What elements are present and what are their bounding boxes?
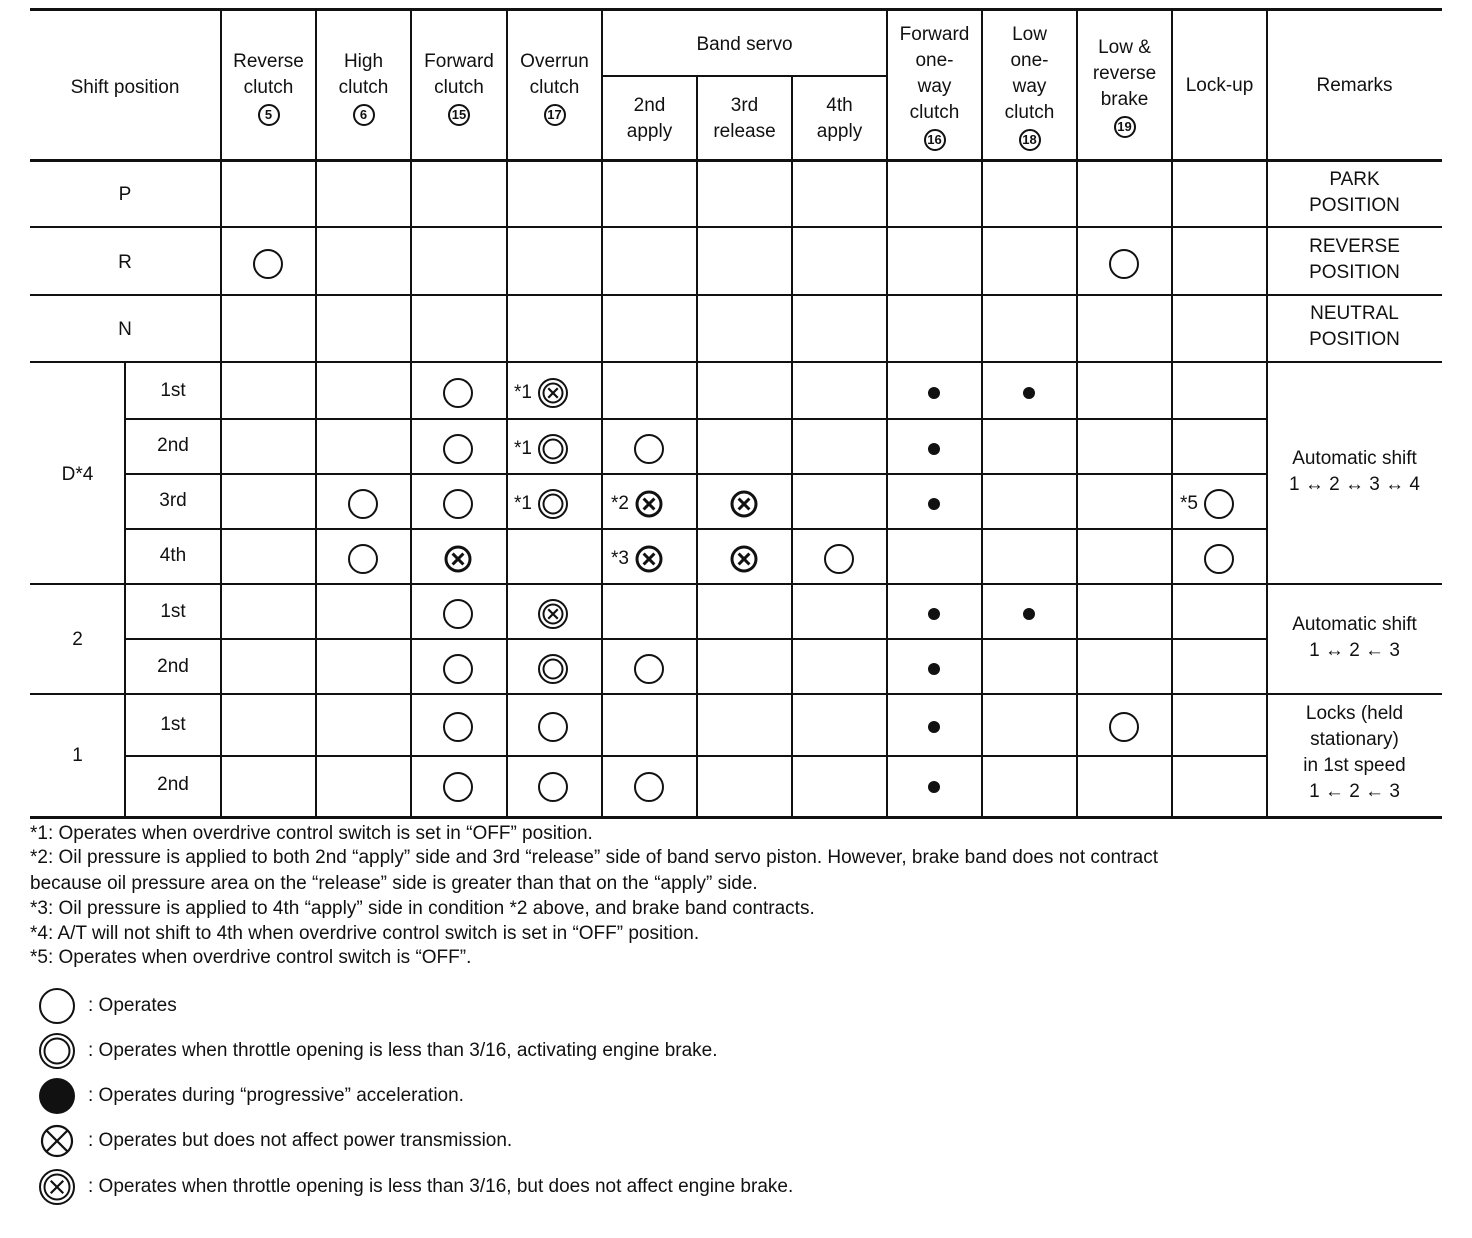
double-crossed-circle-icon — [38, 1168, 76, 1206]
remark-park-line2: POSITION — [1309, 195, 1400, 216]
component-number-badge: 6 — [353, 104, 375, 126]
filled-circle-icon — [1022, 386, 1036, 400]
header-bottom-border — [30, 159, 1442, 162]
open-circle-icon — [1108, 248, 1140, 280]
open-circle-icon — [537, 711, 569, 743]
open-circle-icon — [442, 711, 474, 743]
remark-neutral-line1: NEUTRAL — [1310, 303, 1399, 324]
header-shift-position: Shift position — [70, 77, 180, 98]
band-servo-divider — [603, 75, 887, 77]
position-d: D*4 — [61, 464, 94, 485]
footnote-marker: *1 — [514, 382, 532, 403]
filled-circle-icon — [927, 497, 941, 511]
gear-2-1st: 1st — [160, 601, 186, 622]
component-number-badge: 15 — [448, 104, 470, 126]
remark-drive-line2: 1 ↔ 2 ↔ 3 ↔ 4 — [1289, 474, 1420, 495]
position-n: N — [118, 319, 132, 340]
open-circle-icon — [442, 488, 474, 520]
operation-mark — [347, 543, 379, 575]
double-crossed-circle-icon — [537, 377, 569, 409]
header-band-servo: Band servo — [696, 34, 793, 55]
remark-low-line4: 1 ← 2 ← 3 — [1309, 781, 1400, 802]
filled-circle-icon — [927, 442, 941, 456]
position-p: P — [118, 184, 132, 205]
gear-d-2nd: 2nd — [157, 435, 189, 456]
header-overrun-line2: clutch — [529, 77, 580, 98]
operation-mark — [443, 544, 473, 574]
header-fwd-oneway-line4: clutch — [909, 102, 960, 123]
row-line-d — [30, 583, 1442, 585]
legend-throttle-no-brake — [38, 1167, 793, 1207]
header-high-line1: High — [343, 51, 384, 72]
open-circle-icon — [1108, 711, 1140, 743]
legend-no-power — [38, 1121, 512, 1161]
header-band-4th-line2: apply — [816, 121, 863, 142]
header-forward-line2: clutch — [434, 77, 484, 98]
row-line-n — [30, 361, 1442, 363]
header-reverse-line1: Reverse — [233, 51, 304, 72]
table-bottom-border — [30, 816, 1442, 819]
operation-mark — [537, 598, 569, 630]
operation-mark — [634, 489, 664, 519]
row-line-p — [30, 226, 1442, 228]
header-band-3rd-line2: release — [713, 121, 776, 142]
footnote-marker: *5 — [1180, 493, 1198, 514]
remark-reverse-line2: POSITION — [1309, 262, 1400, 283]
header-low-oneway-line3: way — [1012, 76, 1047, 97]
filled-circle-icon — [927, 720, 941, 734]
open-circle-icon — [537, 771, 569, 803]
crossed-circle-icon — [443, 544, 473, 574]
operation-mark — [1108, 711, 1140, 743]
operation-mark — [442, 771, 474, 803]
operation-mark — [1203, 488, 1235, 520]
gear-d-4th: 4th — [159, 545, 187, 566]
legend-operates-text: : Operates — [88, 995, 177, 1016]
legend-progressive-text: : Operates during “progressive” acceleration. — [88, 1085, 464, 1106]
operation-mark — [634, 544, 664, 574]
header-low-reverse-line2: reverse — [1092, 63, 1157, 84]
operation-mark — [442, 377, 474, 409]
operation-mark — [927, 720, 941, 734]
header-band-2nd-line1: 2nd — [633, 95, 666, 116]
header-low-oneway-num-wrap — [982, 128, 1077, 151]
remark-neutral-line2: POSITION — [1309, 329, 1400, 350]
legend-throttle-no-brake-text: : Operates when throttle opening is less than 3/16, but does not affect engine brake. — [88, 1176, 794, 1197]
component-number-badge: 17 — [544, 104, 566, 126]
header-fwd-oneway-line2: one- — [915, 50, 954, 71]
open-circle-icon — [633, 653, 665, 685]
footnote-marker: *2 — [611, 493, 629, 514]
operation-mark — [927, 607, 941, 621]
operation-mark — [1203, 543, 1235, 575]
footnote-marker: *1 — [514, 438, 532, 459]
filled-circle-icon — [927, 386, 941, 400]
operation-mark — [537, 377, 569, 409]
col-line-6 — [696, 76, 698, 818]
footnote-marker: *1 — [514, 493, 532, 514]
remark-park-line1: PARK — [1329, 169, 1380, 190]
open-circle-icon — [347, 543, 379, 575]
filled-circle-icon — [927, 780, 941, 794]
row-line-r — [30, 294, 1442, 296]
header-band-3rd-line1: 3rd — [730, 95, 759, 116]
open-circle-icon — [442, 433, 474, 465]
header-high-num-wrap — [316, 103, 411, 126]
remark-low-line3: in 1st speed — [1303, 755, 1406, 776]
component-number-badge: 16 — [924, 129, 946, 151]
operation-mark — [537, 433, 569, 465]
filled-circle-icon — [927, 662, 941, 676]
legend-engine-brake — [38, 1031, 718, 1071]
component-number-badge: 18 — [1019, 129, 1041, 151]
remark-low-line2: stationary) — [1310, 729, 1399, 750]
position-1: 1 — [72, 745, 83, 766]
gear-2-2nd: 2nd — [157, 656, 189, 677]
operation-mark — [442, 488, 474, 520]
operation-mark — [1022, 386, 1036, 400]
operation-mark — [442, 653, 474, 685]
table-top-border — [30, 8, 1442, 11]
open-circle-icon — [38, 987, 76, 1025]
footnote-marker: *3 — [611, 548, 629, 569]
col-line-2 — [315, 10, 317, 818]
header-fwd-oneway-num-wrap — [887, 128, 982, 151]
operation-mark — [252, 248, 284, 280]
double-circle-icon — [537, 488, 569, 520]
header-low-reverse-num-wrap — [1077, 115, 1172, 138]
operation-mark — [729, 489, 759, 519]
component-number-badge: 5 — [258, 104, 280, 126]
open-circle-icon — [347, 488, 379, 520]
remark-second-line1: Automatic shift — [1292, 614, 1417, 635]
remark-low-line1: Locks (held — [1305, 703, 1404, 724]
operation-mark — [537, 653, 569, 685]
header-low-reverse-line3: brake — [1100, 89, 1149, 110]
open-circle-icon — [633, 771, 665, 803]
crossed-circle-icon — [634, 489, 664, 519]
operation-mark — [927, 497, 941, 511]
legend-operates — [38, 986, 177, 1026]
col-line-4 — [506, 10, 508, 818]
open-circle-icon — [1203, 543, 1235, 575]
footnote-2-cont: because oil pressure area on the “release” side is greater than that on the “apply” side. — [30, 873, 758, 894]
double-circle-icon — [38, 1032, 76, 1070]
header-low-oneway-line1: Low — [1012, 24, 1047, 45]
operation-mark — [442, 598, 474, 630]
crossed-circle-icon — [729, 544, 759, 574]
footnote-3: *3: Oil pressure is applied to 4th “apply” side in condition *2 above, and brake band contracts. — [30, 898, 815, 919]
header-fwd-oneway-line1: Forward — [899, 24, 970, 45]
operation-mark — [823, 543, 855, 575]
filled-circle-icon — [38, 1077, 76, 1115]
double-crossed-circle-icon — [537, 598, 569, 630]
footnote-2: *2: Oil pressure is applied to both 2nd “apply” side and 3rd “release” side of band servo piston. However, brake band does not contract — [30, 847, 1158, 868]
filled-circle-icon — [927, 607, 941, 621]
gear-d-1st: 1st — [160, 380, 186, 401]
operation-mark — [442, 711, 474, 743]
operation-mark — [633, 771, 665, 803]
operation-mark — [1108, 248, 1140, 280]
open-circle-icon — [1203, 488, 1235, 520]
position-2: 2 — [72, 629, 83, 650]
remark-reverse-line1: REVERSE — [1309, 236, 1400, 257]
header-remarks: Remarks — [1316, 75, 1393, 96]
open-circle-icon — [823, 543, 855, 575]
legend-progressive — [38, 1076, 464, 1116]
operation-mark — [927, 662, 941, 676]
legend-no-power-text: : Operates but does not affect power transmission. — [88, 1130, 513, 1151]
remark-drive-line1: Automatic shift — [1292, 448, 1417, 469]
header-band-4th-line1: 4th — [826, 95, 853, 116]
crossed-circle-icon — [729, 489, 759, 519]
header-low-oneway-line2: one- — [1010, 50, 1049, 71]
col-line-7 — [791, 76, 793, 818]
header-low-reverse-line1: Low & — [1098, 37, 1151, 58]
open-circle-icon — [442, 598, 474, 630]
operation-mark — [633, 433, 665, 465]
double-circle-icon — [537, 433, 569, 465]
remark-second-line2: 1 ↔ 2 ← 3 — [1309, 640, 1400, 661]
crossed-circle-icon — [634, 544, 664, 574]
gear-d-3rd: 3rd — [159, 490, 187, 511]
col-line-3 — [410, 10, 412, 818]
row-line-2 — [30, 693, 1442, 695]
header-low-oneway-line4: clutch — [1004, 102, 1055, 123]
legend-engine-brake-text: : Operates when throttle opening is less than 3/16, activating engine brake. — [88, 1040, 718, 1061]
operation-mark — [442, 433, 474, 465]
gear-1-1st: 1st — [160, 714, 186, 735]
open-circle-icon — [252, 248, 284, 280]
header-reverse-line2: clutch — [243, 77, 294, 98]
operation-mark — [927, 442, 941, 456]
header-fwd-oneway-line3: way — [917, 76, 952, 97]
filled-circle-icon — [1022, 607, 1036, 621]
operation-mark — [537, 488, 569, 520]
double-circle-icon — [537, 653, 569, 685]
open-circle-icon — [633, 433, 665, 465]
header-reverse-num-wrap — [221, 103, 316, 126]
header-high-line2: clutch — [338, 77, 389, 98]
operation-mark — [927, 780, 941, 794]
footnote-1: *1: Operates when overdrive control switch is set in “OFF” position. — [30, 823, 593, 844]
header-overrun-line1: Overrun — [520, 51, 589, 72]
open-circle-icon — [442, 377, 474, 409]
open-circle-icon — [442, 653, 474, 685]
operation-mark — [729, 544, 759, 574]
operation-mark — [633, 653, 665, 685]
gear-1-2nd: 2nd — [157, 774, 189, 795]
footnote-5: *5: Operates when overdrive control switch is “OFF”. — [30, 947, 472, 968]
operation-mark — [537, 771, 569, 803]
operation-mark — [1022, 607, 1036, 621]
crossed-circle-icon — [38, 1122, 76, 1160]
header-overrun-num-wrap — [507, 103, 602, 126]
header-band-2nd-line2: apply — [626, 121, 673, 142]
col-line-12 — [1266, 10, 1268, 818]
footnote-4: *4: A/T will not shift to 4th when overdrive control switch is set in “OFF” position. — [30, 923, 700, 944]
component-number-badge: 19 — [1114, 116, 1136, 138]
operation-mark — [537, 711, 569, 743]
header-lockup: Lock-up — [1185, 75, 1254, 96]
position-r: R — [118, 252, 132, 273]
open-circle-icon — [442, 771, 474, 803]
col-line-1 — [220, 10, 222, 818]
operation-mark — [927, 386, 941, 400]
operation-mark — [347, 488, 379, 520]
header-forward-num-wrap — [411, 103, 507, 126]
header-forward-line1: Forward — [424, 51, 494, 72]
